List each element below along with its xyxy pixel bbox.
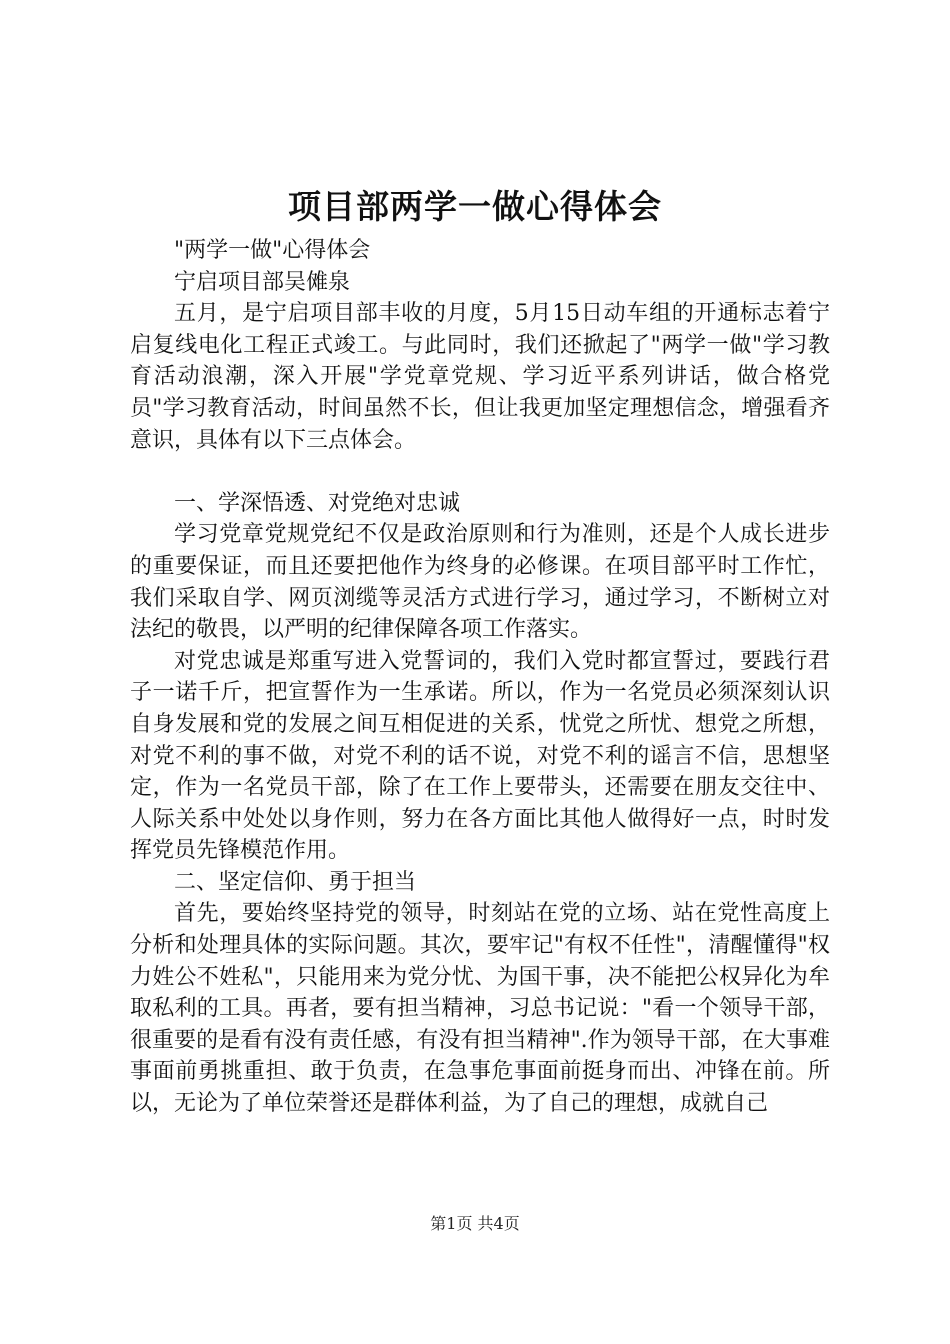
- document-body: [130, 235, 830, 1120]
- section-heading-1: 一、学深悟透、对党绝对忠诚: [174, 490, 461, 516]
- document-author: 宁启项目部吴傩泉: [174, 269, 351, 295]
- section-heading-2: 二、坚定信仰、勇于担当: [174, 869, 417, 895]
- paragraph-section1-b: 对党忠诚是郑重写进入党誓词的，我们入党时都宣誓过，要践行君子一诺千斤，把宣誓作为一生承诺。所以，作为一名党员必须深刻认识自身发展和党的发展之间互相促进的关系，忧党之所忧、想党之所想，对党不利的事不做，对党不利的话不说，对党不利的谣言不信，思想坚定，作为一名党员干部，除了在工作上要带头，还需要在朋友交往中、人际关系中处处以身作则，努力在各方面比其他人做得好一点，时时发挥党员先锋模范作用。: [130, 648, 830, 864]
- document-title: 项目部两学一做心得体会: [288, 187, 662, 226]
- paragraph-section1-a: 学习党章党规党纪不仅是政治原则和行为准则，还是个人成长进步的重要保证，而且还要把他作为终身的必修课。在项目部平时工作忙，我们采取自学、网页浏缆等灵活方式进行学习，通过学习，不断树立对法纪的敬畏，以严明的纪律保障各项工作落实。: [130, 522, 830, 643]
- paragraph-intro: 五月，是宁启项目部丰收的月度，5月15日动车组的开通标志着宁启复线电化工程正式竣工。与此同时，我们还掀起了"两学一做"学习教育活动浪潮，深入开展"学党章党规、学习近平系列讲话，做合格党员"学习教育活动，时间虽然不长，但让我更加坚定理想信念，增强看齐意识，具体有以下三点体会。: [130, 301, 830, 453]
- paragraph-section2-a: 首先，要始终坚持党的领导，时刻站在党的立场、站在党性高度上分析和处理具体的实际问题。其次，要牢记"有权不任性"，清醒懂得"权力姓公不姓私"，只能用来为党分忧、为国干事，决不能把公权异化为牟取私利的工具。再者，要有担当精神，习总书记说："看一个领导干部，很重要的是看有没有责任感，有没有担当精神".作为领导干部，在大事难事面前勇挑重担、敢于负责，在急事危事面前挺身而出、冲锋在前。所以，无论为了单位荣誉还是群体利益，为了自己的理想，成就自己: [130, 901, 830, 1117]
- document-subtitle: "两学一做"心得体会: [174, 238, 371, 263]
- page-number-footer: 第1页 共4页: [430, 1214, 520, 1233]
